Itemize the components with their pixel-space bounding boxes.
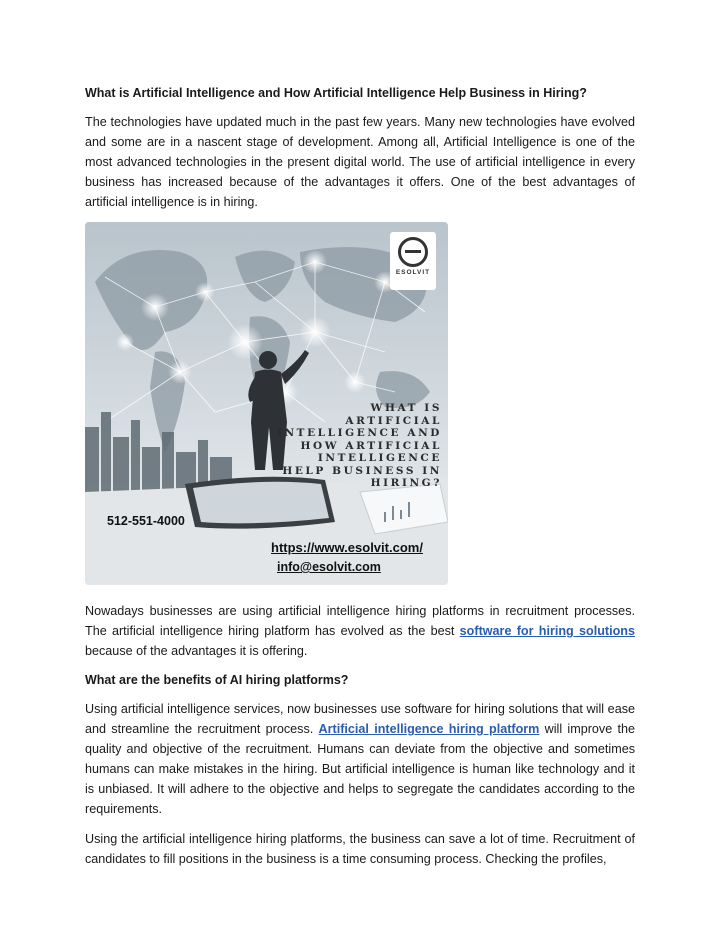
desk-devices xyxy=(85,477,448,585)
banner-headline-line: HELP BUSINESS IN xyxy=(282,464,442,477)
text-span: Nowadays businesses are using artificial intelligence hiring platforms in recruitment processes. The artificial intelligence hiring platform has evolved as the best xyxy=(85,604,635,638)
banner-headline-line: HIRING? xyxy=(370,477,442,489)
benefits-heading: What are the benefits of AI hiring platforms? xyxy=(85,673,349,687)
banner-headline-line: ARTIFICIAL xyxy=(345,414,442,427)
banner-email: info@esolvit.com xyxy=(277,560,381,574)
time-saving-paragraph: Using the artificial intelligence hiring platforms, the business can save a lot of time. Recruitment of candidates to fill positions in the business is a time consuming process. Checking the profiles, xyxy=(85,832,635,866)
text-span: because of the advantages it is offering. xyxy=(85,644,308,658)
banner-headline-line: INTELLIGENCE AND xyxy=(276,427,442,439)
text-span: Using artificial intelligence services, now businesses use software for hiring solutions that will ease and streamline the recruitment process. xyxy=(85,702,635,736)
article-heading: What is Artificial Intelligence and How Artificial Intelligence Help Business in Hiring? xyxy=(85,86,587,100)
esolvit-logo-text: ESOLVIT xyxy=(395,269,431,276)
banner-phone: 512-551-4000 xyxy=(107,514,185,528)
ai-hiring-platform-link[interactable]: Artificial intelligence hiring platform xyxy=(318,722,540,736)
text-span: will improve the quality and objective of the recruitment. Humans can deviate from the objective and sometimes humans can make mistakes in the hiring. But artificial intelligence is human like technology and it is unbiased. It will adhere to the objective and helps to segregate the candidates according to the requirements. xyxy=(85,722,635,816)
article-body xyxy=(85,84,635,879)
article-banner-image xyxy=(85,222,448,585)
software-for-hiring-solutions-link[interactable]: software for hiring solutions xyxy=(459,624,635,638)
benefits-paragraph xyxy=(85,699,635,819)
banner-headline-line: WHAT IS xyxy=(370,402,442,414)
intro-paragraph: The technologies have updated much in the past few years. Many new technologies have evolved and some are in a nascent stage of development. Among all, Artificial Intelligence is one of the most advanced technologies in the present digital world. The use of artificial intelligence in every business has increased because of the advantages it offers. One of the best advantages of artificial intelligence is in hiring. xyxy=(85,115,635,209)
banner-url: https://www.esolvit.com/ xyxy=(271,540,423,555)
banner-headline xyxy=(267,402,442,490)
esolvit-logo-mark xyxy=(398,237,428,267)
esolvit-logo xyxy=(390,232,436,290)
hiring-platforms-paragraph xyxy=(85,601,635,661)
banner-headline-line: INTELLIGENCE xyxy=(317,452,442,464)
banner-headline-line: HOW ARTIFICIAL xyxy=(300,439,442,452)
